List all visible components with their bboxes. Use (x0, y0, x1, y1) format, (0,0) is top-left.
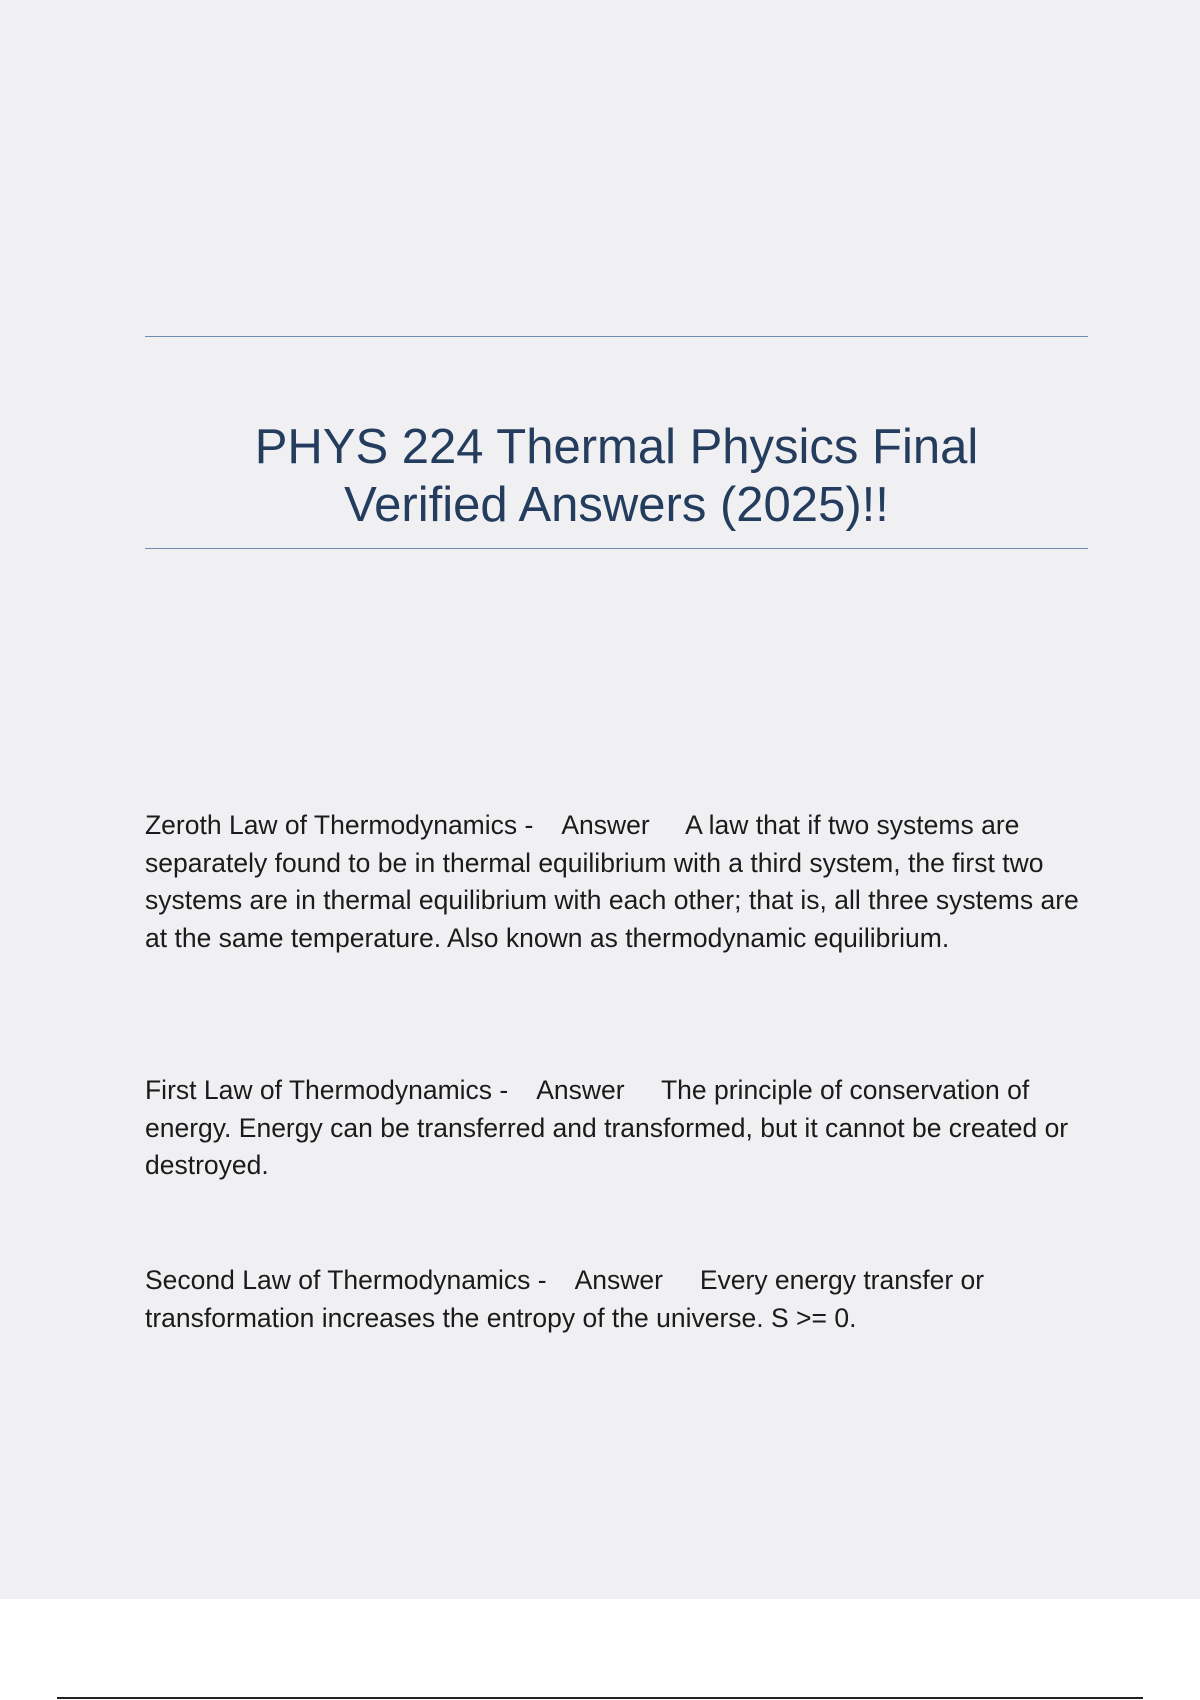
title-top-divider (145, 336, 1088, 337)
entry-gap (650, 810, 685, 840)
entry-separator: - (530, 1265, 575, 1295)
title-line-2: Verified Answers (2025)!! (344, 478, 889, 532)
entry-gap (625, 1075, 661, 1105)
qa-entry-zeroth-law (145, 807, 1095, 957)
entry-term: Zeroth Law of Thermodynamics (145, 810, 518, 840)
entry-term: Second Law of Thermodynamics (145, 1265, 531, 1295)
entry-definition: A law that if two systems are separately found to be in thermal equilibrium with a third system, the first two systems are in thermal equilibrium with each other; that is, all three systems are at the same temperature. Also known as thermodynamic equilibrium. (145, 810, 1079, 953)
answer-label: Answer (536, 1075, 625, 1105)
qa-entry-first-law (145, 1072, 1095, 1185)
qa-entry-second-law (145, 1262, 1095, 1337)
title-line-1: PHYS 224 Thermal Physics Final (254, 420, 979, 474)
answer-label: Answer (561, 810, 650, 840)
entry-definition: The principle of conservation of energy. Energy can be transferred and transformed, but it cannot be created or destroyed. (145, 1075, 1069, 1180)
title-bottom-divider (145, 548, 1088, 549)
document-title (145, 418, 1088, 534)
entry-definition: Every energy transfer or transformation increases the entropy of the universe. S >= 0. (145, 1265, 985, 1333)
entry-separator: - (492, 1075, 537, 1105)
entry-gap (663, 1265, 700, 1295)
entry-term: First Law of Thermodynamics (145, 1075, 493, 1105)
entry-separator: - (517, 810, 562, 840)
answer-label: Answer (574, 1265, 663, 1295)
footer-divider (57, 1697, 1143, 1699)
